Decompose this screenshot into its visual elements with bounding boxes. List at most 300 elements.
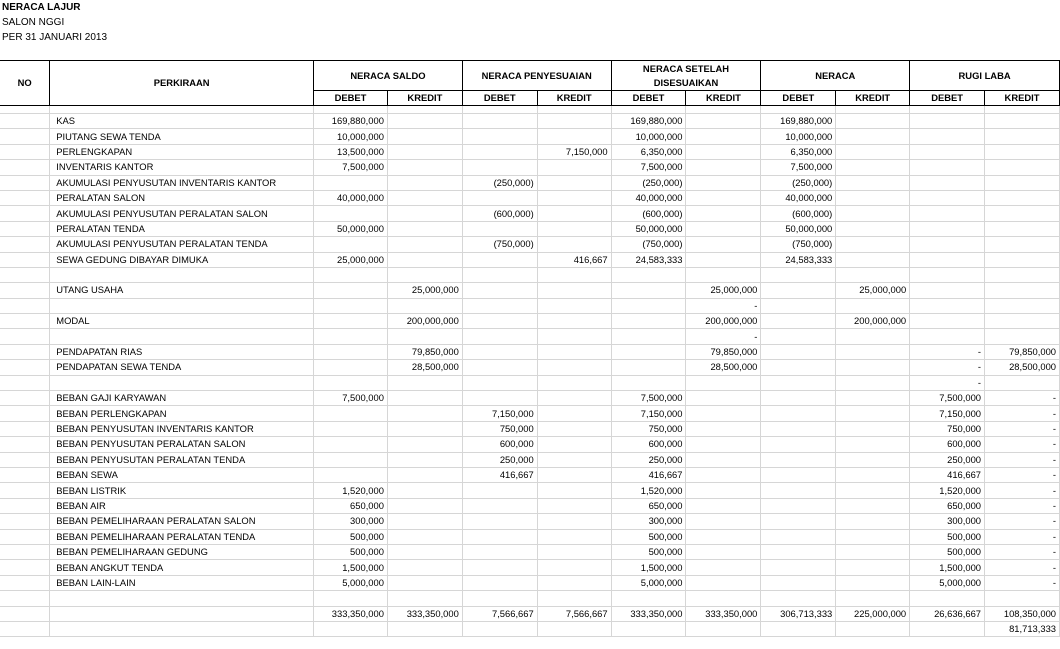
cell-amount[interactable]	[836, 360, 910, 375]
cell-amount[interactable]	[836, 529, 910, 544]
cell-amount[interactable]	[910, 206, 985, 221]
cell-amount[interactable]	[686, 391, 761, 406]
cell-amount[interactable]	[761, 314, 836, 329]
cell-amount[interactable]: 1,520,000	[910, 483, 985, 498]
cell-amount[interactable]: 13,500,000	[314, 144, 388, 159]
cell-amount[interactable]	[761, 437, 836, 452]
cell-amount[interactable]	[537, 560, 611, 575]
cell-no[interactable]	[0, 314, 50, 329]
cell-no[interactable]	[0, 406, 50, 421]
cell-amount[interactable]: 79,850,000	[985, 344, 1060, 359]
cell-amount[interactable]	[611, 591, 686, 606]
cell-amount[interactable]	[686, 529, 761, 544]
cell-no[interactable]	[0, 175, 50, 190]
cell-amount[interactable]: 500,000	[611, 544, 686, 559]
cell-amount[interactable]	[314, 106, 388, 114]
cell-amount[interactable]: 7,500,000	[314, 160, 388, 175]
cell-amount[interactable]	[387, 483, 462, 498]
cell-amount[interactable]	[462, 267, 537, 282]
cell-amount[interactable]	[314, 314, 388, 329]
cell-amount[interactable]	[985, 252, 1060, 267]
cell-amount[interactable]	[686, 160, 761, 175]
cell-no[interactable]	[0, 114, 50, 129]
cell-amount[interactable]	[387, 575, 462, 590]
cell-amount[interactable]	[537, 237, 611, 252]
cell-amount[interactable]	[462, 483, 537, 498]
cell-amount[interactable]: -	[686, 329, 761, 344]
cell-account[interactable]: BEBAN PEMELIHARAAN PERALATAN TENDA	[50, 529, 314, 544]
cell-amount[interactable]	[314, 175, 388, 190]
cell-account[interactable]: PERLENGKAPAN	[50, 144, 314, 159]
cell-amount[interactable]	[387, 160, 462, 175]
cell-empty[interactable]	[387, 621, 462, 636]
cell-amount[interactable]	[836, 467, 910, 482]
cell-amount[interactable]	[761, 329, 836, 344]
cell-amount[interactable]: -	[910, 360, 985, 375]
cell-account[interactable]: PERALATAN TENDA	[50, 221, 314, 236]
cell-amount[interactable]	[985, 314, 1060, 329]
cell-amount[interactable]	[910, 129, 985, 144]
cell-amount[interactable]	[314, 591, 388, 606]
cell-amount[interactable]	[836, 498, 910, 513]
cell-amount[interactable]	[910, 267, 985, 282]
cell-amount[interactable]: (600,000)	[611, 206, 686, 221]
cell-amount[interactable]	[462, 190, 537, 205]
cell-amount[interactable]: 50,000,000	[761, 221, 836, 236]
cell-amount[interactable]: 28,500,000	[985, 360, 1060, 375]
cell-amount[interactable]	[761, 529, 836, 544]
cell-no[interactable]	[0, 560, 50, 575]
cell-no[interactable]	[0, 498, 50, 513]
cell-amount[interactable]: 7,500,000	[611, 160, 686, 175]
cell-account[interactable]: UTANG USAHA	[50, 283, 314, 298]
cell-no[interactable]	[0, 252, 50, 267]
cell-amount[interactable]	[686, 144, 761, 159]
cell-amount[interactable]	[985, 221, 1060, 236]
cell-amount[interactable]	[314, 283, 388, 298]
total-amount[interactable]: 26,636,667	[910, 606, 985, 621]
cell-account[interactable]	[50, 106, 314, 114]
cell-amount[interactable]	[537, 544, 611, 559]
cell-amount[interactable]	[537, 206, 611, 221]
cell-amount[interactable]	[462, 375, 537, 390]
cell-amount[interactable]: (750,000)	[611, 237, 686, 252]
cell-amount[interactable]: 1,520,000	[314, 483, 388, 498]
cell-amount[interactable]: -	[985, 437, 1060, 452]
cell-amount[interactable]: 200,000,000	[836, 314, 910, 329]
cell-amount[interactable]	[686, 560, 761, 575]
cell-amount[interactable]	[836, 544, 910, 559]
cell-amount[interactable]	[611, 267, 686, 282]
cell-amount[interactable]: 500,000	[910, 529, 985, 544]
cell-amount[interactable]	[985, 160, 1060, 175]
total-amount[interactable]: 7,566,667	[462, 606, 537, 621]
cell-amount[interactable]: 416,667	[537, 252, 611, 267]
cell-amount[interactable]	[314, 298, 388, 313]
cell-amount[interactable]	[387, 221, 462, 236]
cell-amount[interactable]	[686, 175, 761, 190]
cell-amount[interactable]: 40,000,000	[761, 190, 836, 205]
cell-amount[interactable]	[387, 560, 462, 575]
cell-empty[interactable]	[836, 621, 910, 636]
cell-amount[interactable]	[462, 498, 537, 513]
cell-amount[interactable]	[387, 144, 462, 159]
cell-amount[interactable]	[387, 452, 462, 467]
cell-amount[interactable]	[761, 575, 836, 590]
cell-amount[interactable]: 416,667	[611, 467, 686, 482]
cell-amount[interactable]	[387, 544, 462, 559]
cell-amount[interactable]: 750,000	[611, 421, 686, 436]
cell-amount[interactable]: 1,500,000	[910, 560, 985, 575]
cell-no[interactable]	[0, 529, 50, 544]
cell-account[interactable]	[50, 329, 314, 344]
cell-amount[interactable]	[611, 375, 686, 390]
cell-account[interactable]	[50, 591, 314, 606]
cell-amount[interactable]	[537, 529, 611, 544]
cell-amount[interactable]: -	[985, 575, 1060, 590]
cell-amount[interactable]	[314, 267, 388, 282]
cell-amount[interactable]: 40,000,000	[611, 190, 686, 205]
cell-amount[interactable]	[836, 252, 910, 267]
cell-amount[interactable]	[462, 514, 537, 529]
cell-amount[interactable]	[761, 406, 836, 421]
cell-amount[interactable]	[761, 514, 836, 529]
cell-amount[interactable]	[611, 344, 686, 359]
cell-amount[interactable]	[387, 498, 462, 513]
cell-amount[interactable]: 10,000,000	[761, 129, 836, 144]
cell-amount[interactable]: 650,000	[611, 498, 686, 513]
cell-account[interactable]: MODAL	[50, 314, 314, 329]
cell-amount[interactable]	[462, 283, 537, 298]
cell-amount[interactable]	[387, 529, 462, 544]
cell-amount[interactable]	[462, 314, 537, 329]
cell-amount[interactable]	[836, 221, 910, 236]
cell-amount[interactable]: 24,583,333	[761, 252, 836, 267]
cell-amount[interactable]	[537, 421, 611, 436]
cell-empty[interactable]	[0, 621, 50, 636]
cell-amount[interactable]	[387, 437, 462, 452]
cell-amount[interactable]	[686, 106, 761, 114]
cell-amount[interactable]	[910, 591, 985, 606]
cell-amount[interactable]: 5,000,000	[611, 575, 686, 590]
cell-amount[interactable]: 300,000	[314, 514, 388, 529]
cell-no[interactable]	[0, 421, 50, 436]
cell-amount[interactable]	[686, 252, 761, 267]
cell-empty[interactable]	[50, 621, 314, 636]
cell-amount[interactable]	[686, 498, 761, 513]
cell-amount[interactable]	[985, 283, 1060, 298]
cell-amount[interactable]	[836, 160, 910, 175]
cell-amount[interactable]	[387, 175, 462, 190]
cell-amount[interactable]	[387, 237, 462, 252]
cell-amount[interactable]	[537, 329, 611, 344]
cell-amount[interactable]	[836, 406, 910, 421]
cell-amount[interactable]	[985, 144, 1060, 159]
cell-amount[interactable]	[387, 391, 462, 406]
cell-amount[interactable]	[462, 221, 537, 236]
cell-amount[interactable]	[387, 375, 462, 390]
cell-amount[interactable]	[910, 106, 985, 114]
cell-no[interactable]	[0, 298, 50, 313]
cell-amount[interactable]: 7,500,000	[910, 391, 985, 406]
cell-amount[interactable]	[462, 529, 537, 544]
cell-no[interactable]	[0, 575, 50, 590]
cell-amount[interactable]: 416,667	[462, 467, 537, 482]
cell-empty[interactable]	[761, 621, 836, 636]
cell-amount[interactable]: -	[985, 452, 1060, 467]
cell-amount[interactable]	[910, 221, 985, 236]
cell-amount[interactable]: 1,520,000	[611, 483, 686, 498]
cell-amount[interactable]: 7,150,000	[537, 144, 611, 159]
cell-amount[interactable]: 500,000	[910, 544, 985, 559]
cell-amount[interactable]: -	[985, 514, 1060, 529]
cell-account[interactable]: AKUMULASI PENYUSUTAN PERALATAN SALON	[50, 206, 314, 221]
cell-amount[interactable]	[686, 514, 761, 529]
cell-amount[interactable]: 7,500,000	[761, 160, 836, 175]
cell-account[interactable]: BEBAN LAIN-LAIN	[50, 575, 314, 590]
cell-amount[interactable]: (250,000)	[462, 175, 537, 190]
cell-amount[interactable]	[462, 391, 537, 406]
cell-amount[interactable]: -	[985, 529, 1060, 544]
cell-amount[interactable]	[910, 252, 985, 267]
total-amount[interactable]: 7,566,667	[537, 606, 611, 621]
cell-amount[interactable]	[537, 175, 611, 190]
cell-amount[interactable]	[314, 329, 388, 344]
cell-amount[interactable]	[537, 190, 611, 205]
cell-no[interactable]	[0, 190, 50, 205]
cell-amount[interactable]	[761, 452, 836, 467]
cell-account[interactable]: BEBAN AIR	[50, 498, 314, 513]
cell-amount[interactable]: -	[985, 421, 1060, 436]
cell-amount[interactable]	[686, 421, 761, 436]
cell-no[interactable]	[0, 237, 50, 252]
cell-amount[interactable]: 7,500,000	[611, 391, 686, 406]
cell-amount[interactable]: 250,000	[611, 452, 686, 467]
cell-amount[interactable]	[611, 360, 686, 375]
cell-amount[interactable]: 7,150,000	[910, 406, 985, 421]
cell-amount[interactable]	[462, 360, 537, 375]
cell-no[interactable]	[0, 467, 50, 482]
cell-amount[interactable]	[910, 329, 985, 344]
cell-empty[interactable]	[611, 621, 686, 636]
cell-amount[interactable]	[314, 421, 388, 436]
cell-amount[interactable]: 500,000	[314, 529, 388, 544]
cell-amount[interactable]	[761, 391, 836, 406]
cell-account[interactable]: BEBAN SEWA	[50, 467, 314, 482]
cell-amount[interactable]: 750,000	[910, 421, 985, 436]
cell-amount[interactable]: 750,000	[462, 421, 537, 436]
cell-amount[interactable]	[462, 106, 537, 114]
cell-amount[interactable]	[686, 591, 761, 606]
cell-account[interactable]	[50, 298, 314, 313]
cell-account[interactable]: BEBAN PERLENGKAPAN	[50, 406, 314, 421]
cell-amount[interactable]: 300,000	[910, 514, 985, 529]
cell-amount[interactable]	[537, 314, 611, 329]
cell-amount[interactable]	[537, 498, 611, 513]
cell-amount[interactable]	[761, 375, 836, 390]
cell-amount[interactable]	[836, 452, 910, 467]
cell-no[interactable]	[0, 591, 50, 606]
cell-amount[interactable]: -	[985, 391, 1060, 406]
cell-amount[interactable]: 600,000	[910, 437, 985, 452]
cell-amount[interactable]	[985, 206, 1060, 221]
cell-amount[interactable]: 250,000	[462, 452, 537, 467]
cell-amount[interactable]: 6,350,000	[611, 144, 686, 159]
cell-account[interactable]: INVENTARIS KANTOR	[50, 160, 314, 175]
cell-amount[interactable]	[537, 375, 611, 390]
cell-amount[interactable]	[387, 329, 462, 344]
cell-amount[interactable]	[537, 406, 611, 421]
cell-amount[interactable]	[537, 283, 611, 298]
cell-amount[interactable]: 79,850,000	[387, 344, 462, 359]
cell-amount[interactable]: -	[910, 375, 985, 390]
cell-account[interactable]: BEBAN PENYUSUTAN INVENTARIS KANTOR	[50, 421, 314, 436]
cell-amount[interactable]	[761, 498, 836, 513]
cell-amount[interactable]	[537, 129, 611, 144]
cell-amount[interactable]	[314, 360, 388, 375]
cell-no[interactable]	[0, 283, 50, 298]
cell-amount[interactable]	[836, 591, 910, 606]
cell-amount[interactable]	[462, 544, 537, 559]
cell-amount[interactable]	[761, 467, 836, 482]
cell-no[interactable]	[0, 221, 50, 236]
cell-no[interactable]	[0, 606, 50, 621]
cell-amount[interactable]	[836, 344, 910, 359]
cell-amount[interactable]: -	[686, 298, 761, 313]
cell-amount[interactable]: 28,500,000	[686, 360, 761, 375]
cell-amount[interactable]	[985, 114, 1060, 129]
cell-amount[interactable]: -	[985, 483, 1060, 498]
cell-amount[interactable]	[387, 514, 462, 529]
cell-amount[interactable]	[910, 190, 985, 205]
cell-amount[interactable]: 650,000	[314, 498, 388, 513]
cell-amount[interactable]	[761, 283, 836, 298]
cell-amount[interactable]	[761, 344, 836, 359]
cell-amount[interactable]: 300,000	[611, 514, 686, 529]
cell-amount[interactable]: 5,000,000	[910, 575, 985, 590]
cell-amount[interactable]	[387, 190, 462, 205]
cell-empty[interactable]	[686, 621, 761, 636]
cell-amount[interactable]	[761, 591, 836, 606]
cell-no[interactable]	[0, 206, 50, 221]
cell-amount[interactable]	[836, 437, 910, 452]
cell-amount[interactable]	[686, 575, 761, 590]
cell-amount[interactable]	[761, 298, 836, 313]
cell-amount[interactable]: 1,500,000	[611, 560, 686, 575]
cell-account[interactable]: KAS	[50, 114, 314, 129]
cell-amount[interactable]	[537, 575, 611, 590]
cell-amount[interactable]	[686, 221, 761, 236]
cell-amount[interactable]: 250,000	[910, 452, 985, 467]
cell-amount[interactable]	[387, 106, 462, 114]
cell-amount[interactable]	[985, 175, 1060, 190]
cell-no[interactable]	[0, 106, 50, 114]
cell-no[interactable]	[0, 483, 50, 498]
cell-amount[interactable]	[387, 421, 462, 436]
total-amount[interactable]: 333,350,000	[611, 606, 686, 621]
cell-amount[interactable]	[836, 144, 910, 159]
cell-amount[interactable]	[836, 514, 910, 529]
cell-amount[interactable]: (750,000)	[761, 237, 836, 252]
cell-amount[interactable]	[611, 106, 686, 114]
total-amount[interactable]: 306,713,333	[761, 606, 836, 621]
cell-account[interactable]: BEBAN GAJI KARYAWAN	[50, 391, 314, 406]
cell-amount[interactable]	[985, 591, 1060, 606]
cell-amount[interactable]: (250,000)	[761, 175, 836, 190]
cell-amount[interactable]	[537, 514, 611, 529]
cell-amount[interactable]	[836, 483, 910, 498]
cell-amount[interactable]: 79,850,000	[686, 344, 761, 359]
cell-amount[interactable]: 169,880,000	[611, 114, 686, 129]
cell-amount[interactable]: 1,500,000	[314, 560, 388, 575]
cell-amount[interactable]: -	[985, 560, 1060, 575]
cell-amount[interactable]	[761, 360, 836, 375]
cell-amount[interactable]	[537, 452, 611, 467]
cell-amount[interactable]	[611, 298, 686, 313]
cell-no[interactable]	[0, 267, 50, 282]
total-amount[interactable]: 333,350,000	[387, 606, 462, 621]
cell-empty[interactable]	[910, 621, 985, 636]
cell-amount[interactable]	[462, 114, 537, 129]
cell-amount[interactable]	[985, 298, 1060, 313]
cell-amount[interactable]: 6,350,000	[761, 144, 836, 159]
cell-amount[interactable]: 200,000,000	[387, 314, 462, 329]
cell-amount[interactable]	[686, 544, 761, 559]
cell-amount[interactable]	[314, 406, 388, 421]
cell-account[interactable]	[50, 375, 314, 390]
cell-amount[interactable]	[836, 190, 910, 205]
cell-amount[interactable]: 600,000	[611, 437, 686, 452]
cell-amount[interactable]	[910, 144, 985, 159]
cell-account[interactable]: PENDAPATAN RIAS	[50, 344, 314, 359]
cell-amount[interactable]	[910, 160, 985, 175]
cell-amount[interactable]	[985, 237, 1060, 252]
cell-amount[interactable]	[836, 575, 910, 590]
cell-amount[interactable]: 650,000	[910, 498, 985, 513]
cell-amount[interactable]	[910, 298, 985, 313]
cell-account[interactable]: PERALATAN SALON	[50, 190, 314, 205]
cell-amount[interactable]	[761, 544, 836, 559]
cell-amount[interactable]: 169,880,000	[761, 114, 836, 129]
cell-amount[interactable]	[462, 298, 537, 313]
cell-amount[interactable]: 500,000	[611, 529, 686, 544]
cell-amount[interactable]	[686, 452, 761, 467]
cell-amount[interactable]	[686, 190, 761, 205]
cell-no[interactable]	[0, 144, 50, 159]
cell-amount[interactable]	[611, 283, 686, 298]
cell-amount[interactable]: 10,000,000	[611, 129, 686, 144]
cell-amount[interactable]	[462, 252, 537, 267]
cell-amount[interactable]: 416,667	[910, 467, 985, 482]
cell-amount[interactable]	[537, 344, 611, 359]
cell-amount[interactable]	[537, 298, 611, 313]
cell-no[interactable]	[0, 360, 50, 375]
cell-amount[interactable]	[387, 114, 462, 129]
cell-amount[interactable]	[836, 391, 910, 406]
cell-amount[interactable]	[686, 406, 761, 421]
cell-amount[interactable]	[836, 560, 910, 575]
cell-amount[interactable]	[910, 237, 985, 252]
cell-account[interactable]: BEBAN PENYUSUTAN PERALATAN TENDA	[50, 452, 314, 467]
cell-no[interactable]	[0, 544, 50, 559]
total-amount[interactable]: 333,350,000	[686, 606, 761, 621]
cell-amount[interactable]	[686, 483, 761, 498]
cell-amount[interactable]	[314, 206, 388, 221]
cell-amount[interactable]	[537, 114, 611, 129]
cell-amount[interactable]	[387, 467, 462, 482]
total-amount[interactable]: 333,350,000	[314, 606, 388, 621]
cell-no[interactable]	[0, 391, 50, 406]
